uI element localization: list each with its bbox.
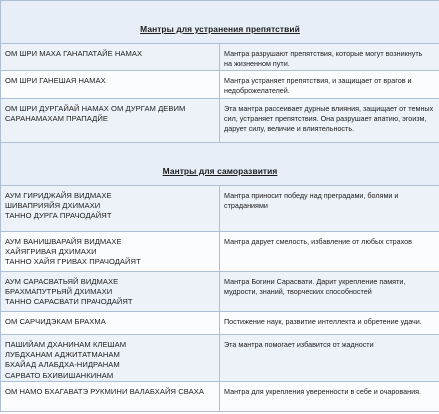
mantra-line: САРВАТО БХИВИШАНКИНАМ bbox=[5, 370, 114, 380]
description-line: Мантра устраняет препятствия, и защищает от врагов и bbox=[224, 76, 412, 85]
mantra-description-cell bbox=[220, 382, 439, 412]
description-line: недоброжелателей. bbox=[224, 86, 290, 95]
mantra-line: ОМ НАМО БХАГАВАТЭ РУКМИНИ ВАЛАБХАЙЯ СВАХА bbox=[5, 387, 204, 396]
section-header-row bbox=[1, 1, 439, 44]
description-line: сил, устраняет препятствия. Она разрушает апатию, эгоизм, bbox=[224, 114, 427, 123]
mantra-description-cell bbox=[220, 335, 439, 382]
section-header-row bbox=[1, 143, 439, 186]
mantra-row bbox=[1, 272, 439, 312]
mantra-line: АУМ ГИРИДЖАЙЯ ВИДМАХЕ bbox=[5, 191, 112, 200]
mantra-line: АУМ ВАНИШВАРАЙЯ ВИДМАХЕ bbox=[5, 237, 122, 246]
mantra-row bbox=[1, 335, 439, 382]
section-header-cell bbox=[1, 143, 439, 186]
description-line: Мантра дарует смелость, избавление от любых страхов bbox=[224, 237, 412, 246]
mantra-description-cell bbox=[220, 71, 439, 99]
mantra-text-cell bbox=[1, 272, 220, 312]
mantra-text-cell bbox=[1, 382, 220, 412]
mantra-line: ЛУБДХАНАМ АДЖИТАТМАНАМ bbox=[5, 350, 120, 360]
mantra-row bbox=[1, 71, 439, 99]
mantra-line: САРАНАМАХАМ ПРАПАДЙЕ bbox=[5, 114, 108, 124]
description-line: Эта мантра помогает избавится от жадности bbox=[224, 340, 374, 349]
mantra-line: ХАЙЯГРИВАЯ ДХИМАХИ bbox=[5, 247, 97, 257]
mantra-row bbox=[1, 44, 439, 71]
section-title: Мантры для саморазвития bbox=[162, 166, 278, 176]
description-line: страданиями bbox=[224, 201, 268, 210]
mantra-text-cell bbox=[1, 99, 220, 143]
description-line: Мантра Богини Сарасвати. Дарит укрепление памяти, bbox=[224, 277, 406, 286]
description-line: дарует силу, величие и влиятельность. bbox=[224, 124, 355, 133]
description-line: Эта мантра рассеивает дурные влияния, защищает от темных bbox=[224, 104, 434, 113]
mantra-description-cell bbox=[220, 186, 439, 232]
mantra-description-cell bbox=[220, 312, 439, 335]
mantra-row bbox=[1, 99, 439, 143]
section-title: Мантры для устранения препятствий bbox=[140, 24, 300, 34]
mantra-row bbox=[1, 186, 439, 232]
mantra-line: БРАХМАПУТРЬЯЙ ДХИМАХИ bbox=[5, 287, 113, 297]
mantra-line: ТАННО ХАЙЯ ГРИВАХ ПРАЧОДАЙЯТ bbox=[5, 257, 141, 267]
mantra-description-cell bbox=[220, 99, 439, 143]
mantra-text-cell bbox=[1, 71, 220, 99]
mantra-row bbox=[1, 312, 439, 335]
mantra-text-cell bbox=[1, 186, 220, 232]
description-line: Постижение наук, развитие интеллекта и обретение удачи. bbox=[224, 317, 422, 326]
mantra-line: ОМ САРЧИДЭКАМ БРАХМА bbox=[5, 317, 106, 326]
mantra-description-cell bbox=[220, 44, 439, 71]
description-line: Мантра разрушают препятствия, которые могут возникнуть bbox=[224, 49, 423, 58]
mantra-line: ОМ ШРИ МАХА ГАНАПАТАЙЕ НАМАХ bbox=[5, 49, 143, 58]
mantra-row bbox=[1, 382, 439, 412]
mantra-line: АУМ САРАСВАТЬЯЙ ВИДМАХЕ bbox=[5, 277, 119, 286]
mantra-text-cell bbox=[1, 44, 220, 71]
mantra-line: ПАШИЙАМ ДХАНИНАМ КЛЕШАМ bbox=[5, 340, 127, 349]
mantra-description-cell bbox=[220, 232, 439, 272]
mantra-description-cell bbox=[220, 272, 439, 312]
description-line: Мантра приносит победу над преградами, болями и bbox=[224, 191, 399, 200]
mantra-line: БХАЙАД АЛАБДХА-НИДРАНАМ bbox=[5, 360, 120, 370]
mantra-line: ТАННО САРАСВАТИ ПРАЧОДАЙЯТ bbox=[5, 297, 133, 307]
mantra-text-cell bbox=[1, 312, 220, 335]
mantra-text-cell bbox=[1, 232, 220, 272]
mantra-text-cell bbox=[1, 335, 220, 382]
mantra-line: ТАННО ДУРГА ПРАЧОДАЙЯТ bbox=[5, 211, 112, 221]
description-line: на жизненном пути. bbox=[224, 59, 290, 68]
description-line: Мантра для укрепления уверенности в себе и очарования. bbox=[224, 387, 421, 396]
mantra-line: ОМ ШРИ ДУРГАЙАЙ НАМАХ ОМ ДУРГАМ ДЕВИМ bbox=[5, 104, 186, 113]
section-header-cell bbox=[1, 1, 439, 44]
mantra-line: ШИВАПРИЯЙЯ ДХИМАХИ bbox=[5, 201, 101, 211]
mantra-row bbox=[1, 232, 439, 272]
description-line: мудрости, знаний, творческих способностей bbox=[224, 287, 372, 296]
mantra-line: ОМ ШРИ ГАНЕШАЯ НАМАХ bbox=[5, 76, 106, 85]
